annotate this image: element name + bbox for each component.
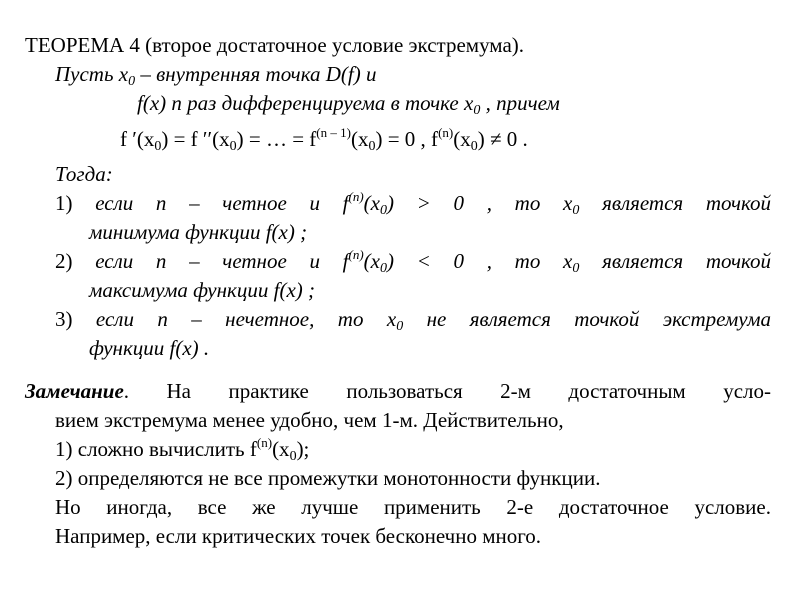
- remark-item-1: 1) сложно вычислить $f^{(n)}(x_0)$;: [55, 435, 310, 464]
- remark-line-2: вием экстремума менее удобно, чем 1-м. Действительно,: [55, 408, 564, 432]
- theorem-line-1: Пусть $x_0$ – внутренняя точка D(f) и: [55, 62, 377, 89]
- remark-line-5: Но иногда, все же лучше применить 2-е достаточное условие.: [55, 495, 771, 519]
- remark-line-6: Например, если критических точек бесконечно много.: [55, 524, 542, 548]
- condition-item-1-cont: минимума функции f(x) ;: [89, 220, 308, 244]
- condition-item-3-cont: функции f(x) .: [89, 336, 210, 360]
- condition-item-3: 3) если n – нечетное, то $x_0$ не является точкой экстремума: [55, 307, 772, 334]
- remark-line-1: Замечание. На практике пользоваться 2-м достаточным усло-: [25, 379, 771, 403]
- theorem-heading: ТЕОРЕМА 4 (второе достаточное условие экстремума).: [25, 33, 525, 57]
- condition-item-2-cont: максимума функции f(x) ;: [89, 278, 316, 302]
- condition-item-2: 2) если n – четное и $f^{(n)}(x_0) < 0$ , то $x_0$ является точкой: [55, 247, 772, 276]
- derivative-condition-formula: f $'(x_0) = f$ $''(x_0)$ = … = $f^{(n - 1)}(x_0) = 0$ , $f^{(n)}(x_0) \ne 0$ .: [120, 125, 528, 154]
- then-label: Тогда:: [55, 162, 113, 186]
- remark-item-2: 2) определяются не все промежутки монотонности функции.: [55, 466, 601, 490]
- remark-label: Замечание: [25, 379, 124, 403]
- condition-item-1: 1) если n – четное и $f^{(n)}(x_0) > 0$ , то $x_0$ является точкой: [55, 189, 772, 218]
- theorem-line-2: f(x) n раз дифференцируема в точке $x_0$ , причем: [137, 91, 560, 118]
